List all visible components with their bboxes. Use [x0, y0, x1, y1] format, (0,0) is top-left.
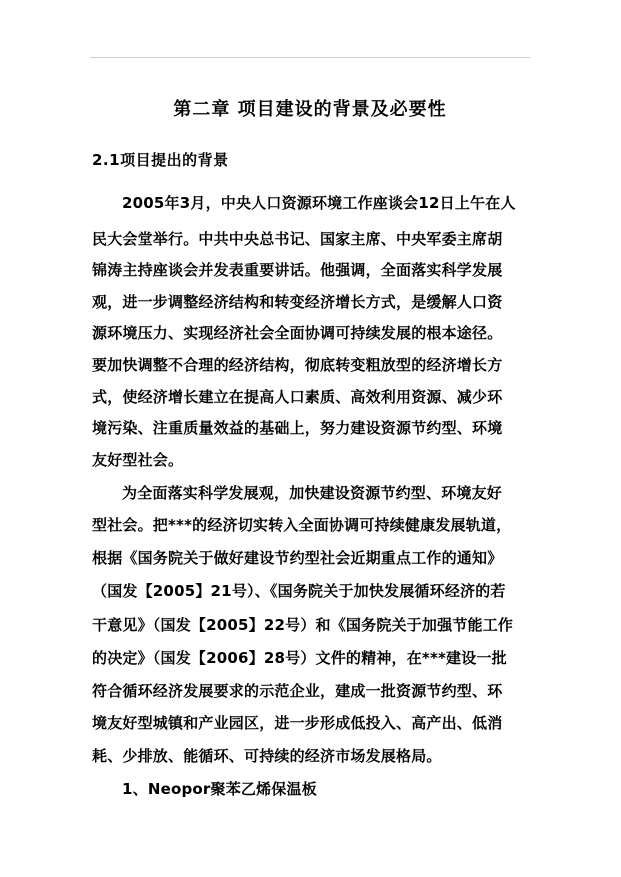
paragraph-1-line: 民大会堂举行。中共中央总书记、国家主席、中央军委主席胡	[92, 230, 503, 248]
paragraph-1-line: 要加快调整不合理的经济结构，彻底转变粗放型的经济增长方	[92, 356, 503, 374]
paragraph-2-line: 为全面落实科学发展观，加快建设资源节约型、环境友好	[122, 484, 503, 502]
paragraph-1-line: 2005年3月，中央人口资源环境工作座谈会12日上午在人	[122, 194, 516, 212]
paragraph-1-line: 境污染、注重质量效益的基础上，努力建设资源节约型、环境	[92, 419, 503, 437]
paragraph-2-line: 根据《国务院关于做好建设节约型社会近期重点工作的通知》	[92, 549, 503, 567]
chapter-title: 第二章 项目建设的背景及必要性	[173, 99, 447, 120]
paragraph-1-line: 式，使经济增长建立在提高人口素质、高效利用资源、减少环	[92, 388, 503, 406]
paragraph-2-line: 耗、少排放、能循环、可持续的经济市场发展格局。	[92, 747, 442, 765]
paragraph-2-line: 符合循环经济发展要求的示范企业，建成一批资源节约型、环	[92, 682, 503, 700]
paragraph-1-line: 观，进一步调整经济结构和转变经济增长方式，是缓解人口资	[92, 293, 503, 311]
paragraph-2-line: 的决定》（国发【2006】28号）文件的精神，在***建设一批	[92, 649, 507, 667]
header-rule	[90, 57, 530, 58]
paragraph-2-line: 干意见》（国发【2005】22号）和《国务院关于加强节能工作	[92, 616, 514, 634]
paragraph-2-line: 型社会。把***的经济切实转入全面协调可持续健康发展轨道，	[92, 516, 512, 534]
paragraph-2-line: 境友好型城镇和产业园区，进一步形成低投入、高产出、低消	[92, 714, 503, 732]
paragraph-2-line: （国发【2005】21号）、《国务院关于加快发展循环经济的若	[92, 582, 506, 600]
paragraph-1-line: 源环境压力、实现经济社会全面协调可持续发展的根本途径。	[92, 324, 503, 342]
section-heading: 2.1项目提出的背景	[92, 151, 229, 169]
paragraph-1-line: 友好型社会。	[92, 451, 184, 469]
paragraph-1-line: 锦涛主持座谈会并发表重要讲话。他强调，全面落实科学发展	[92, 261, 503, 279]
list-item: 1、Neopor聚苯乙烯保温板	[122, 780, 317, 798]
